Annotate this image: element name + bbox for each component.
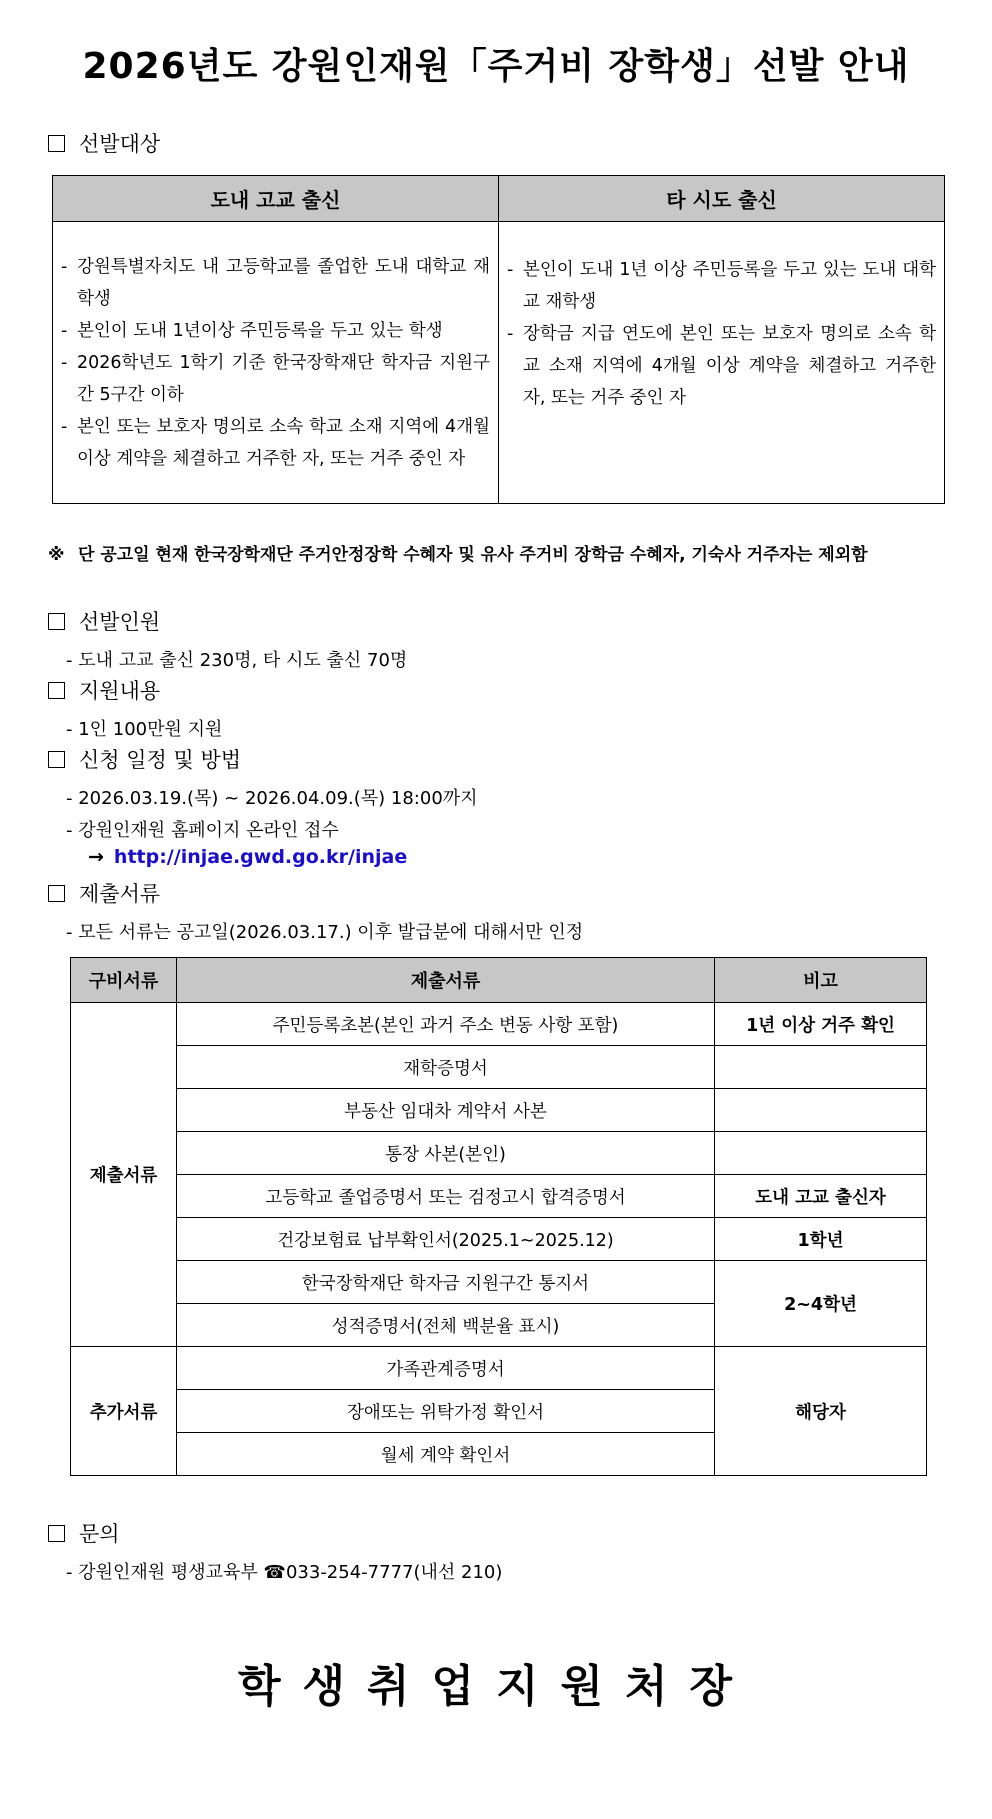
homepage-url[interactable]: http://injae.gwd.go.kr/injae <box>113 846 408 868</box>
section-inquiry <box>48 1518 120 1548</box>
schedule-line: - 2026.03.19.(목) ~ 2026.04.09.(목) 18:00까지 <box>66 788 478 809</box>
eligibility-local-cell <box>53 222 499 504</box>
table-row: 성적증명서(전체 백분율 표시) <box>177 1304 715 1347</box>
docs-remark: 도내 고교 출신자 <box>715 1175 927 1218</box>
section-support <box>48 675 160 705</box>
eligibility-header-other: 타 시도 출신 <box>499 176 945 222</box>
schedule-line: - 강원인재원 홈페이지 온라인 접수 <box>66 820 339 841</box>
checkbox-icon <box>48 751 65 768</box>
table-row: 장애또는 위탁가정 확인서 <box>177 1390 715 1433</box>
eligibility-table <box>52 175 945 504</box>
checkbox-icon <box>48 135 65 152</box>
homepage-link[interactable] <box>88 846 407 868</box>
exclusion-note <box>48 540 948 570</box>
documents-table <box>70 957 927 1476</box>
checkbox-icon <box>48 613 65 630</box>
docs-remark: 1학년 <box>715 1218 927 1261</box>
table-row: 가족관계증명서 <box>177 1347 715 1390</box>
docs-remark: 1년 이상 거주 확인 <box>715 1003 927 1046</box>
list-item: - 본인 또는 보호자 명의로 소속 학교 소재 지역에 4개월 이상 계약을 체결하고 거주한 자, 또는 거주 중인 자 <box>61 416 490 469</box>
eligibility-header-local: 도내 고교 출신 <box>53 176 499 222</box>
page-title: 2026년도 강원인재원「주거비 장학생」선발 안내 <box>82 46 910 87</box>
note-mark: ※ <box>48 545 65 565</box>
docs-remark-empty <box>715 1132 927 1175</box>
section-count-label: 선발인원 <box>79 610 161 634</box>
section-target-label: 선발대상 <box>79 132 161 156</box>
docs-header-document: 제출서류 <box>177 958 715 1003</box>
list-item: - 강원특별자치도 내 고등학교를 졸업한 도내 대학교 재학생 <box>61 256 490 309</box>
table-row: 부동산 임대차 계약서 사본 <box>177 1089 715 1132</box>
eligibility-other-cell <box>499 222 945 504</box>
docs-remark-empty <box>715 1046 927 1089</box>
docs-remark: 2~4학년 <box>715 1261 927 1347</box>
table-row: 월세 계약 확인서 <box>177 1433 715 1476</box>
section-schedule <box>48 744 241 774</box>
checkbox-icon <box>48 682 65 699</box>
docs-header-category: 구비서류 <box>71 958 177 1003</box>
table-row: 재학증명서 <box>177 1046 715 1089</box>
table-row: 통장 사본(본인) <box>177 1132 715 1175</box>
table-row: 한국장학재단 학자금 지원구간 통지서 <box>177 1261 715 1304</box>
docs-group-additional: 추가서류 <box>71 1347 177 1476</box>
documents-line: - 모든 서류는 공고일(2026.03.17.) 이후 발급분에 대해서만 인정 <box>66 922 584 943</box>
docs-group-required: 제출서류 <box>71 1003 177 1347</box>
section-schedule-label: 신청 일정 및 방법 <box>79 748 242 772</box>
table-row: 고등학교 졸업증명서 또는 검정고시 합격증명서 <box>177 1175 715 1218</box>
note-text: 단 공고일 현재 한국장학재단 주거안정장학 수혜자 및 유사 주거비 장학금 수혜자, 기숙사 거주자는 제외함 <box>78 545 868 565</box>
support-line: - 1인 100만원 지원 <box>66 719 223 740</box>
inquiry-line: - 강원인재원 평생교육부 ☎033-254-7777(내선 210) <box>66 1562 503 1583</box>
list-item: - 본인이 도내 1년이상 주민등록을 두고 있는 학생 <box>61 320 443 341</box>
section-documents-label: 제출서류 <box>79 882 161 906</box>
list-item: - 장학금 지급 연도에 본인 또는 보호자 명의로 소속 학교 소재 지역에 4개월 이상 계약을 체결하고 거주한 자, 또는 거주 중인 자 <box>507 323 936 408</box>
table-row: 주민등록초본(본인 과거 주소 변동 사항 포함) <box>177 1003 715 1046</box>
list-item: - 본인이 도내 1년 이상 주민등록을 두고 있는 도내 대학교 재학생 <box>507 259 936 312</box>
section-support-label: 지원내용 <box>79 679 161 703</box>
section-target <box>48 128 160 158</box>
checkbox-icon <box>48 885 65 902</box>
docs-remark-empty <box>715 1089 927 1132</box>
section-documents <box>48 878 160 908</box>
count-line: - 도내 고교 출신 230명, 타 시도 출신 70명 <box>66 650 408 671</box>
section-count <box>48 606 160 636</box>
docs-remark: 해당자 <box>715 1347 927 1476</box>
section-inquiry-label: 문의 <box>79 1522 120 1546</box>
checkbox-icon <box>48 1525 65 1542</box>
list-item: - 2026학년도 1학기 기준 한국장학재단 학자금 지원구간 5구간 이하 <box>61 352 490 405</box>
arrow-right-icon: → <box>88 846 104 868</box>
issuer-signature: 학생취업지원처장 <box>237 1661 755 1712</box>
docs-header-remark: 비고 <box>715 958 927 1003</box>
table-row: 건강보험료 납부확인서(2025.1~2025.12) <box>177 1218 715 1261</box>
